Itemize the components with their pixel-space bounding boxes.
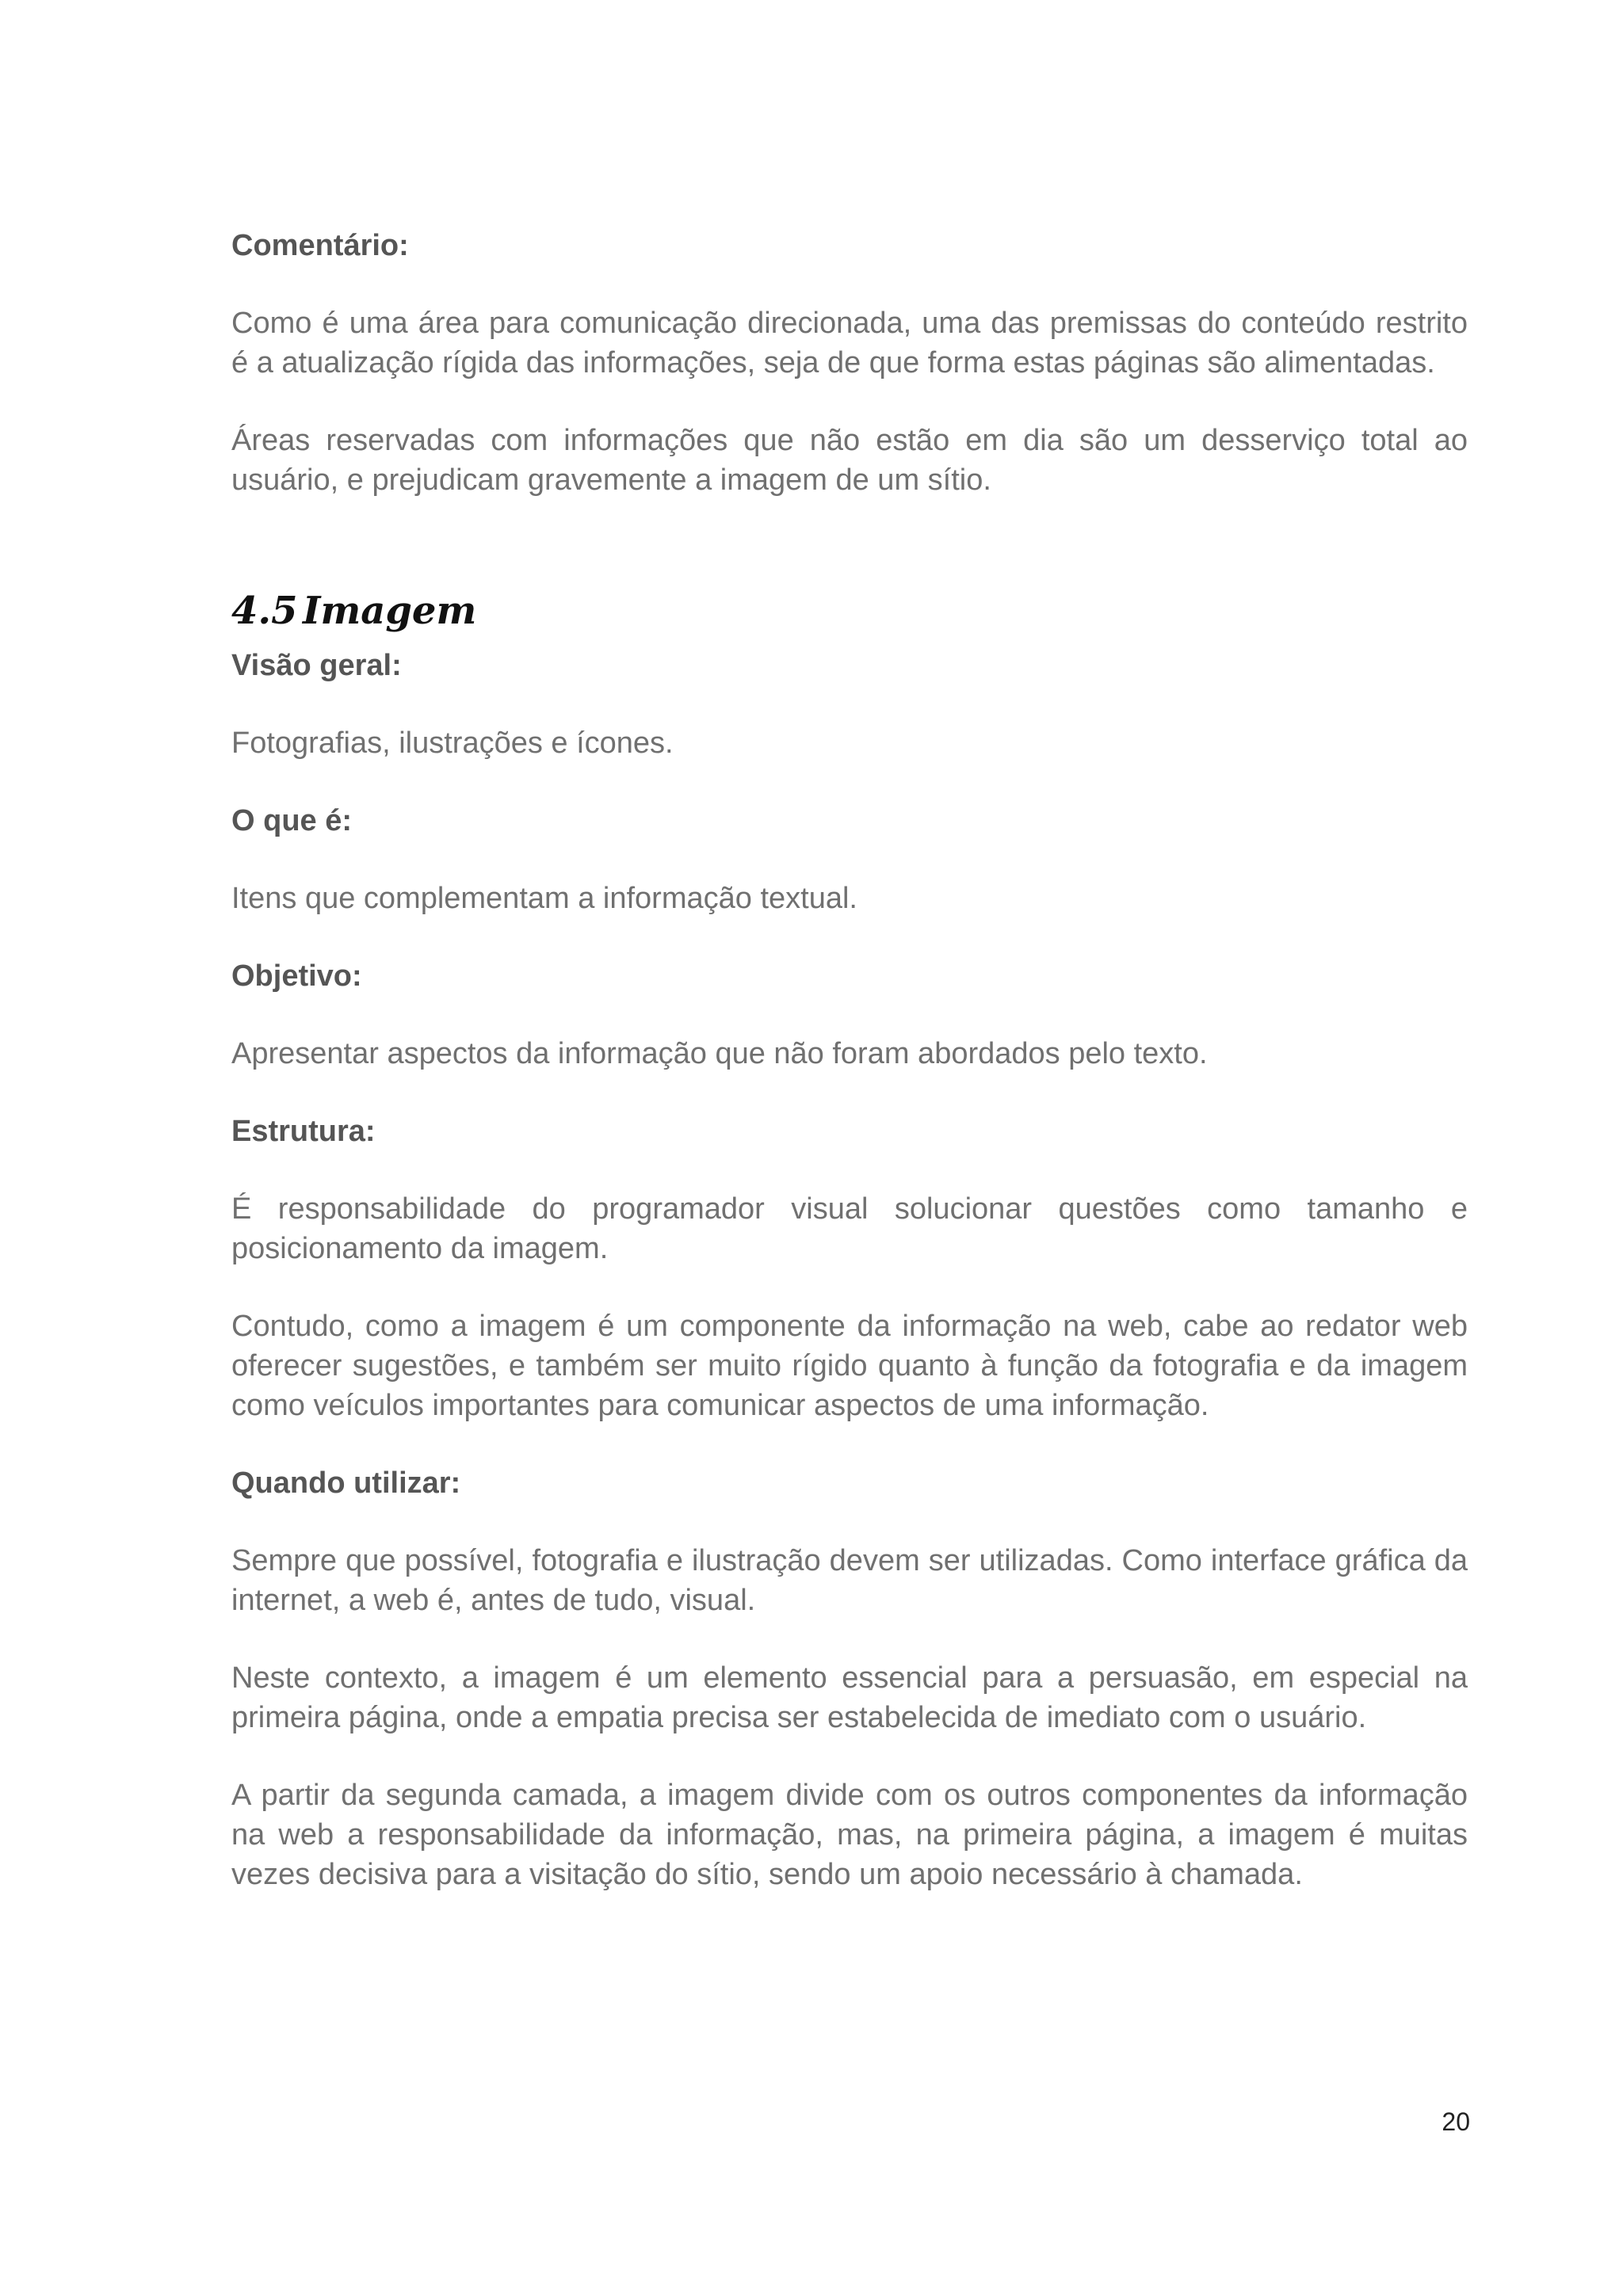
overview-text: Fotografias, ilustrações e ícones. — [231, 727, 674, 760]
overview-label: Visão geral: — [231, 649, 402, 682]
section-title: Imagem — [303, 589, 477, 633]
page-content — [231, 226, 1468, 1894]
what-is-label: O que é: — [231, 804, 353, 837]
comment-paragraph-1: Como é uma área para comunicação direcionada, uma das premissas do conteúdo restrito é a atualização rígida das informações, seja de que forma estas páginas são alimentadas. — [231, 307, 1468, 379]
structure-paragraph-2: Contudo, como a imagem é um componente da informação na web, cabe ao redator web oferecer sugestões, e também ser muito rígido quanto à função da fotografia e da imagem como veículos importantes para comunicar aspectos de uma informação. — [231, 1310, 1468, 1422]
objective-label: Objetivo: — [231, 959, 362, 993]
section-heading — [231, 587, 1468, 635]
page-number: 20 — [1442, 2107, 1470, 2136]
when-to-use-label: Quando utilizar: — [231, 1466, 461, 1500]
section-number: 4.5 — [231, 589, 298, 633]
structure-paragraph-1: É responsabilidade do programador visual solucionar questões como tamanho e posicionamento da imagem. — [231, 1192, 1468, 1265]
what-is-text: Itens que complementam a informação textual. — [231, 882, 857, 915]
comment-paragraph-2: Áreas reservadas com informações que não estão em dia são um desserviço total ao usuário, e prejudicam gravemente a imagem de um sítio. — [231, 424, 1468, 497]
when-to-use-paragraph-1: Sempre que possível, fotografia e ilustração devem ser utilizadas. Como interface gráfica da internet, a web é, antes de tudo, visual. — [231, 1544, 1468, 1617]
when-to-use-paragraph-2: Neste contexto, a imagem é um elemento essencial para a persuasão, em especial na primeira página, onde a empatia precisa ser estabelecida de imediato com o usuário. — [231, 1661, 1468, 1734]
comment-label: Comentário: — [231, 229, 409, 262]
when-to-use-paragraph-3: A partir da segunda camada, a imagem divide com os outros componentes da informação na web a responsabilidade da informação, mas, na primeira página, a imagem é muitas vezes decisiva para a visitação do sítio, sendo um apoio necessário à chamada. — [231, 1779, 1468, 1891]
objective-text: Apresentar aspectos da informação que não foram abordados pelo texto. — [231, 1037, 1208, 1070]
structure-label: Estrutura: — [231, 1115, 376, 1148]
